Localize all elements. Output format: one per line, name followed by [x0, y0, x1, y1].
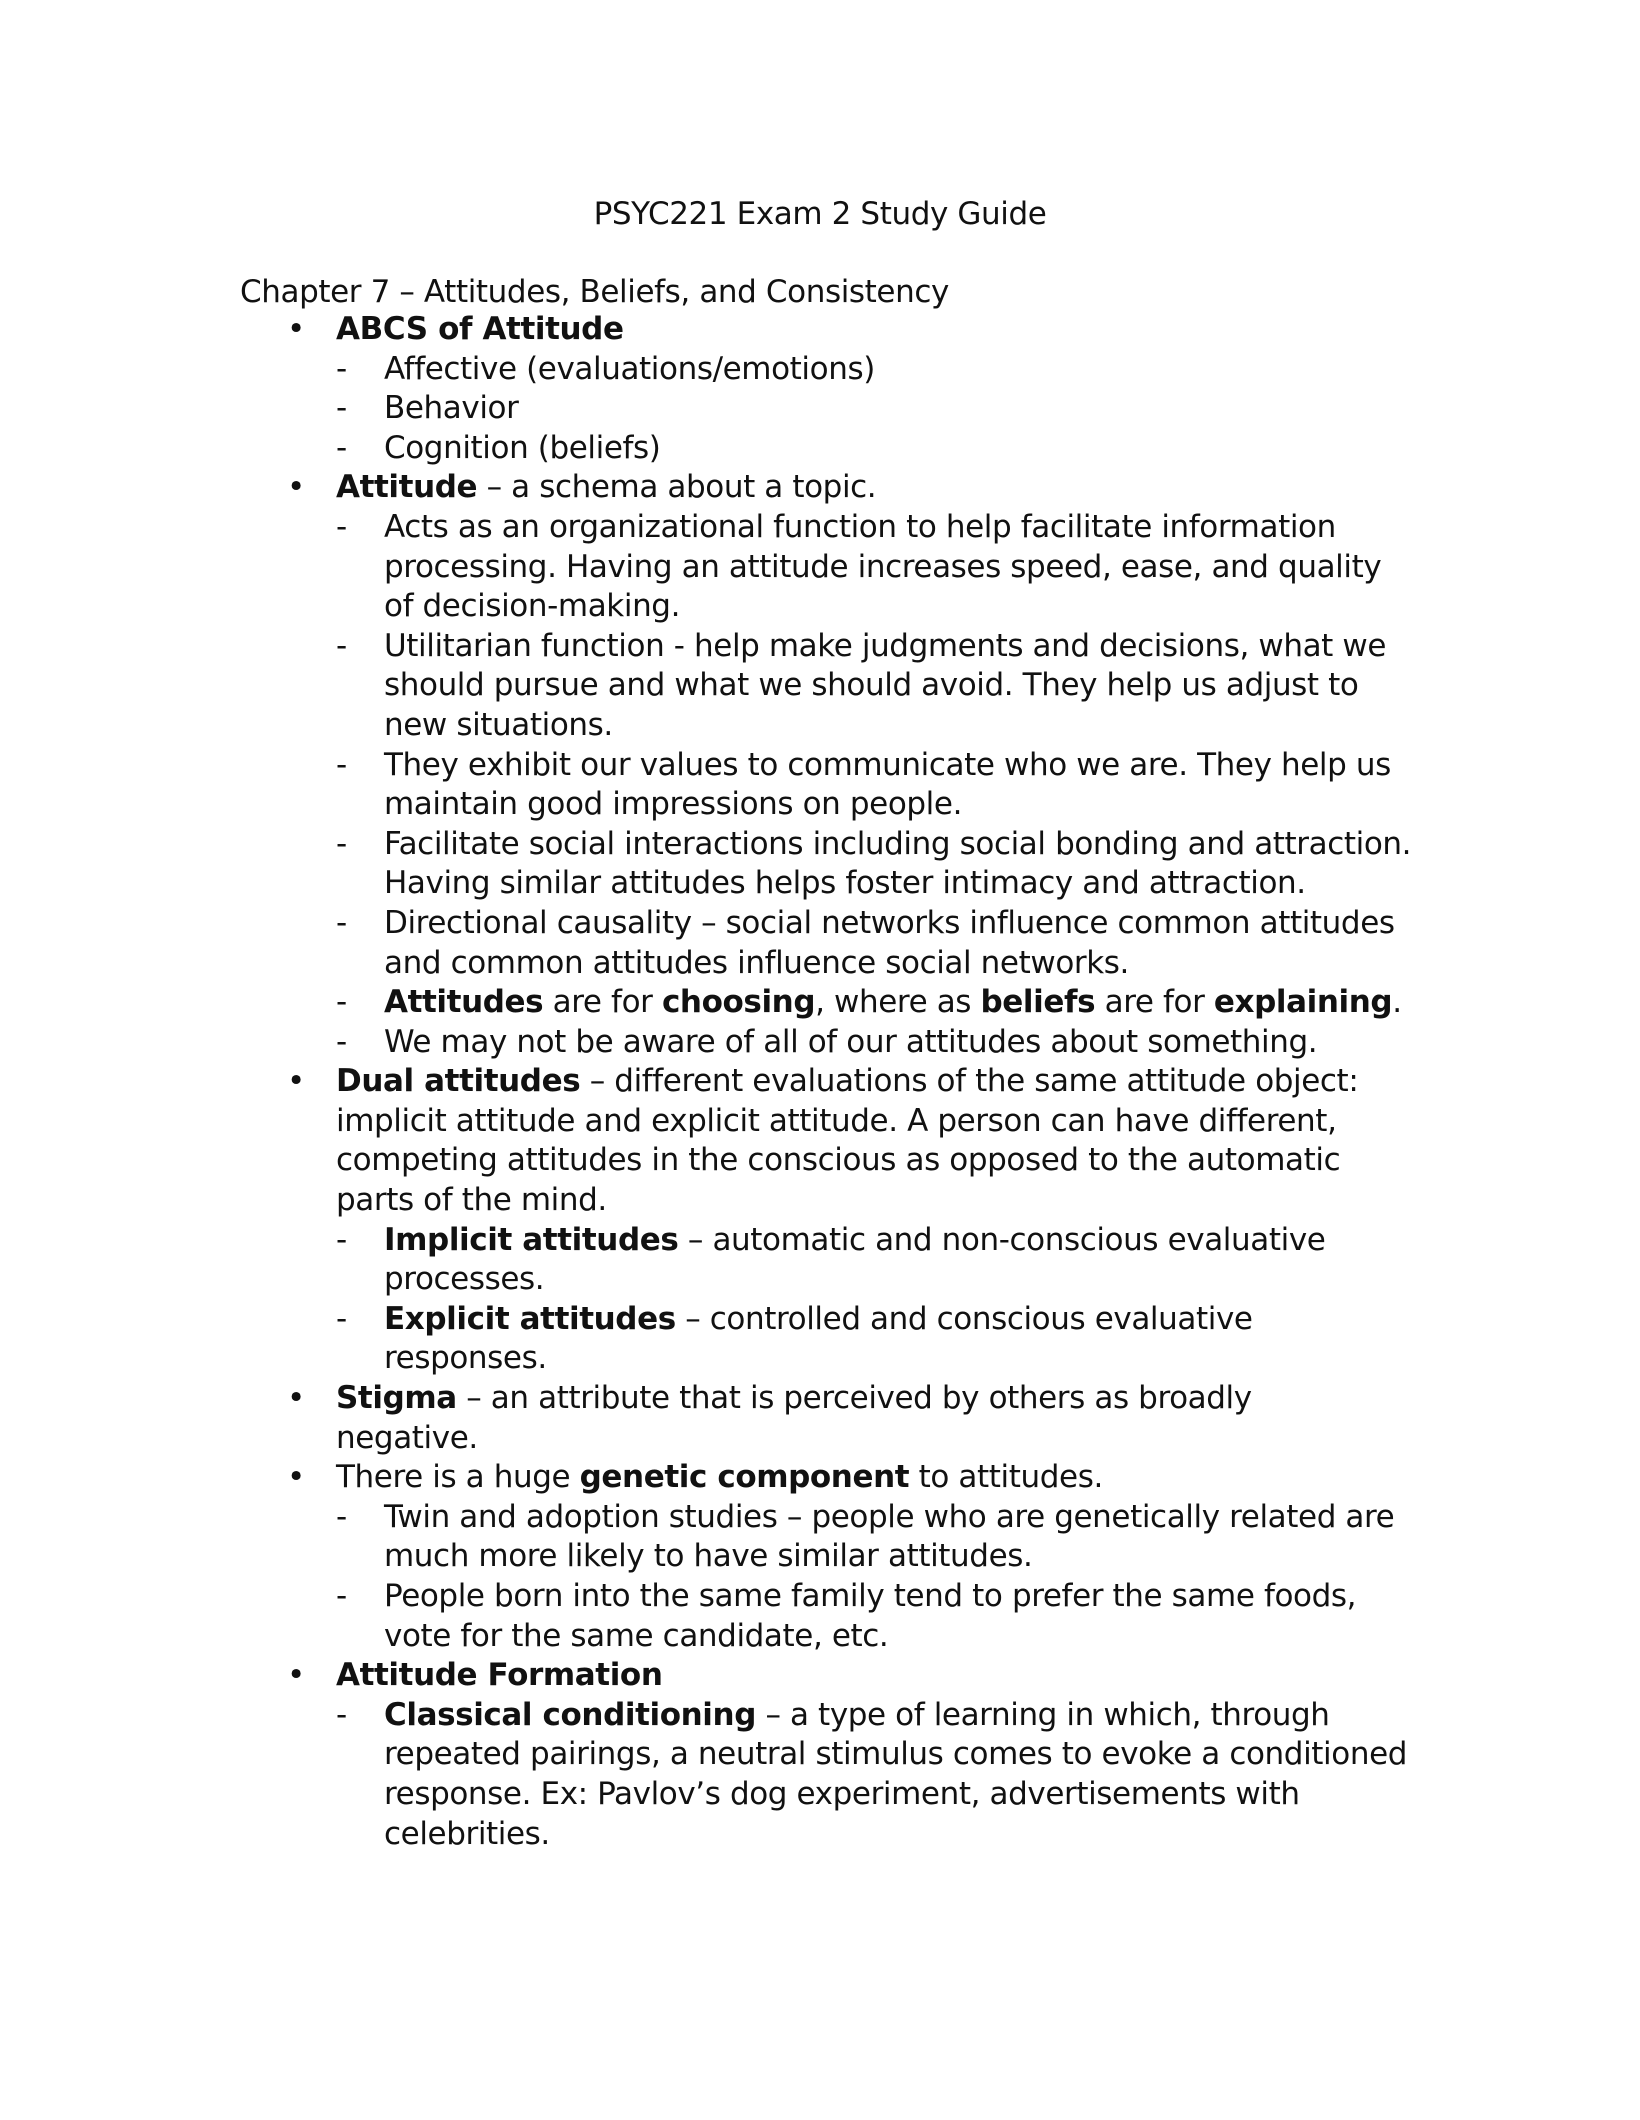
sub-item — [0, 983, 1414, 1023]
bold-term: Implicit attitudes — [384, 1221, 679, 1258]
sub-item — [0, 1221, 1414, 1300]
document-title: PSYC221 Exam 2 Study Guide — [593, 196, 1047, 232]
dash-marker: - — [336, 825, 347, 862]
sub-item — [0, 1577, 1414, 1656]
sub-item — [0, 389, 1414, 429]
bullet-marker: • — [287, 469, 305, 506]
item-text: – an attribute that is perceived by others as broadly negative. — [336, 1380, 1252, 1456]
item-text: Acts as an organizational function to help facilitate information processing. Having an attitude increases speed, ease, and quality of decision-making. — [384, 508, 1382, 625]
item-text: are for — [1095, 984, 1214, 1021]
sub-item — [0, 1300, 1414, 1379]
sub-item — [0, 746, 1414, 825]
sub-item — [0, 429, 1414, 469]
item-text: , where as — [815, 984, 981, 1021]
bold-term: Attitude — [336, 469, 478, 506]
dash-marker: - — [336, 627, 347, 664]
item-text: – a schema about a topic. — [477, 469, 877, 506]
item-text: Utilitarian function - help make judgments and decisions, what we should pursue and what we should avoid. They help us adjust to new situations. — [384, 627, 1386, 743]
bold-term: ABCS of Attitude — [336, 311, 624, 347]
dash-marker: - — [336, 390, 347, 427]
dash-marker: - — [336, 1498, 347, 1535]
dash-marker: - — [336, 984, 347, 1021]
bold-term: genetic component — [579, 1459, 910, 1496]
item-text: . — [1392, 984, 1402, 1021]
dash-marker: - — [336, 746, 347, 783]
sub-item — [0, 508, 1414, 627]
dash-marker: - — [336, 1696, 347, 1733]
dash-marker: - — [336, 508, 347, 545]
bullet-item — [0, 310, 1396, 350]
item-text: – a type of learning in which, through repeated pairings, a neutral stimulus comes to evoke a conditioned response. Ex: Pavlov’s dog experiment, advertisements with celebrities. — [384, 1696, 1408, 1852]
item-text: They exhibit our values to communicate who we are. They help us maintain good impressions on people. — [384, 746, 1391, 823]
bold-term: Classical conditioning — [384, 1696, 756, 1733]
item-text: We may not be aware of all of our attitudes about something. — [384, 1023, 1318, 1060]
bullet-marker: • — [287, 311, 305, 347]
item-text: – automatic and non-conscious evaluative processes. — [384, 1221, 1326, 1298]
bullet-item — [0, 468, 1396, 508]
sub-item — [0, 1498, 1414, 1577]
item-text: – controlled and conscious evaluative responses. — [384, 1300, 1253, 1377]
sub-item — [0, 904, 1414, 983]
sub-item — [0, 350, 1414, 390]
bullet-marker: • — [287, 1459, 305, 1496]
item-text: to attitudes. — [909, 1459, 1103, 1496]
bullet-marker: • — [287, 1380, 305, 1417]
bullet-item — [0, 1379, 1396, 1458]
dash-marker: - — [336, 429, 347, 466]
item-text: are for — [543, 984, 662, 1021]
item-text: Cognition (beliefs) — [384, 429, 661, 466]
bullet-item — [0, 1458, 1396, 1498]
dash-marker: - — [336, 1578, 347, 1614]
sub-item — [0, 1023, 1414, 1063]
bold-term: Stigma — [336, 1380, 457, 1417]
bold-term: choosing — [661, 984, 816, 1021]
item-text: People born into the same family tend to prefer the same foods, vote for the same candidate, etc. — [384, 1578, 1357, 1654]
bullet-item — [0, 1656, 1396, 1696]
bold-term: beliefs — [980, 984, 1096, 1021]
item-text: Behavior — [384, 390, 519, 427]
dash-marker: - — [336, 1023, 347, 1060]
notes-list — [0, 310, 1640, 1854]
bold-term: Attitude Formation — [336, 1657, 663, 1694]
item-text: Affective (evaluations/emotions) — [384, 350, 875, 387]
item-text: Facilitate social interactions including social bonding and attraction. Having similar attitudes helps foster intimacy and attraction. — [384, 825, 1412, 902]
sub-item — [0, 627, 1414, 746]
bullet-marker: • — [287, 1657, 305, 1694]
bullet-item — [0, 1062, 1396, 1220]
item-text: – different evaluations of the same attitude object: implicit attitude and explicit attitude. A person can have different, competing attitudes in the conscious as opposed to the automatic parts of the mind. — [336, 1063, 1359, 1219]
item-text: There is a huge — [336, 1459, 580, 1496]
bullet-marker: • — [287, 1063, 305, 1100]
dash-marker: - — [336, 1221, 347, 1258]
bold-term: Dual attitudes — [336, 1063, 581, 1100]
item-text: Twin and adoption studies – people who are genetically related are much more likely to have similar attitudes. — [384, 1498, 1395, 1575]
dash-marker: - — [336, 1300, 347, 1337]
dash-marker: - — [336, 904, 347, 941]
bold-term: Explicit attitudes — [384, 1300, 676, 1337]
sub-item — [0, 1696, 1414, 1854]
item-text: Directional causality – social networks influence common attitudes and common attitudes influence social networks. — [384, 904, 1395, 981]
sub-item — [0, 825, 1414, 904]
chapter-heading: Chapter 7 – Attitudes, Beliefs, and Consistency — [240, 274, 949, 310]
bold-term: explaining — [1213, 984, 1393, 1021]
bold-term: Attitudes — [384, 984, 544, 1021]
dash-marker: - — [336, 350, 347, 387]
